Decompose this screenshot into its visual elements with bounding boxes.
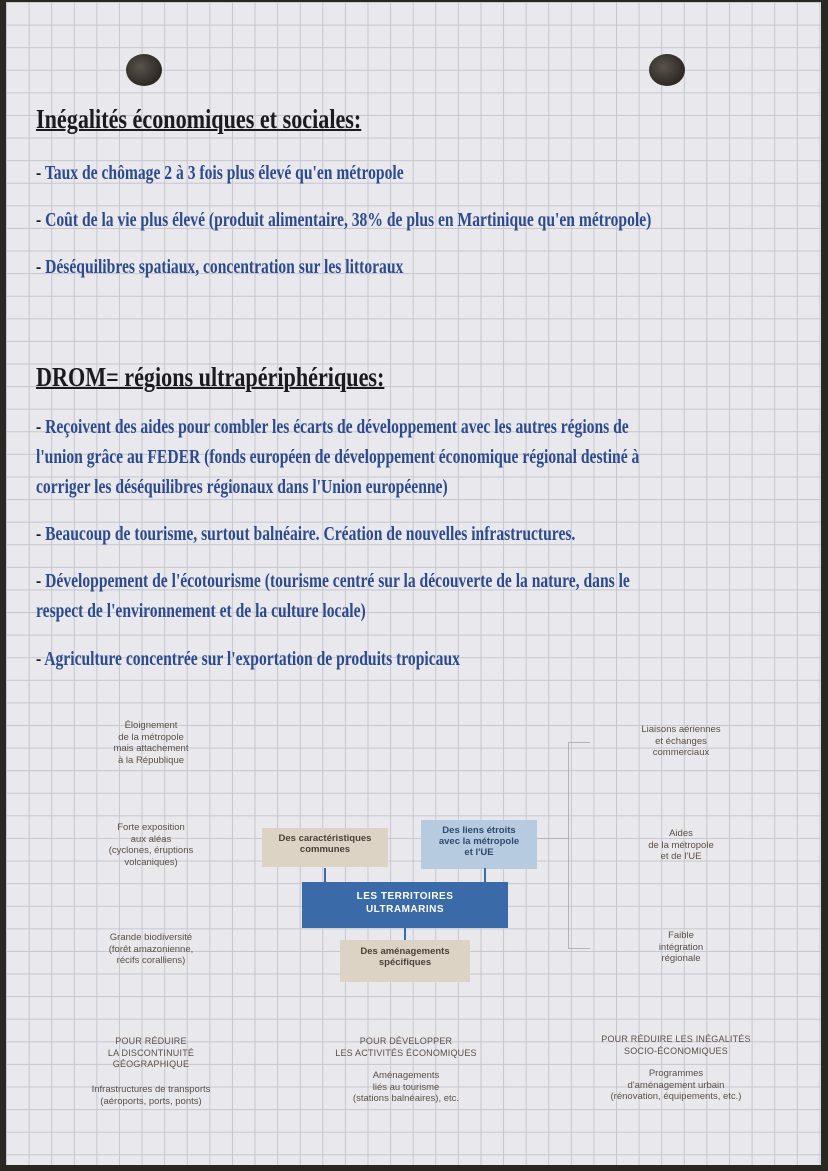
box-close-links: Des liens étroits avec la métropole et l'UE bbox=[421, 820, 537, 869]
bullet-dash: - bbox=[36, 416, 46, 438]
trait-remoteness: Éloignement de la métropole mais attachement à la République bbox=[113, 720, 189, 766]
link-air-trade: Liaisons aériennes et échanges commerciaux bbox=[641, 724, 721, 758]
bullet-dash: - bbox=[36, 256, 46, 278]
ultramarine-territories-diagram bbox=[6, 2, 821, 1165]
bracket-line bbox=[568, 742, 569, 948]
bullet-text: Reçoivent des aides pour combler les écarts de développement avec les autres régions de bbox=[45, 416, 629, 438]
trait-hazard-exposure: Forte exposition aux aléas (cyclones, éruptions volcaniques) bbox=[108, 822, 194, 868]
bullet-aid-line3: corriger les déséquilibres régionaux dans l'Union européenne) bbox=[36, 476, 448, 498]
bracket-link bbox=[536, 838, 568, 839]
notebook-page bbox=[6, 2, 821, 1165]
bullet-dash: - bbox=[36, 209, 46, 231]
bullet-dash: - bbox=[36, 648, 45, 670]
connector-down bbox=[404, 928, 406, 940]
bracket-top bbox=[568, 742, 590, 743]
bullet-text: Agriculture concentrée sur l'exportation de produits tropicaux bbox=[44, 648, 460, 670]
bullet-ecotourism-line2: respect de l'environnement et de la culture locale) bbox=[36, 600, 366, 622]
bullet-text: Taux de chômage 2 à 3 fois plus élevé qu'en métropole bbox=[44, 162, 404, 184]
bullet-aid-line2: l'union grâce au FEDER (fonds européen de développement économique régional destiné à bbox=[36, 446, 640, 468]
bracket-bottom bbox=[568, 948, 590, 949]
bullet-text: Coût de la vie plus élevé (produit alimentaire, 38% de plus en Martinique qu'en métropole) bbox=[45, 209, 652, 231]
goal-urban-programmes: Programmes d'aménagement urbain (rénovation, équipements, etc.) bbox=[610, 1068, 742, 1102]
goal-develop-economy: POUR DÉVELOPPER LES ACTIVITÉS ÉCONOMIQUES bbox=[335, 1036, 477, 1058]
box-common-characteristics: Des caractéristiques communes bbox=[262, 828, 388, 867]
goal-reduce-discontinuity: POUR RÉDUIRE LA DISCONTINUITÉ GÉOGRAPHIQUE bbox=[107, 1036, 195, 1069]
link-aid: Aides de la métropole et de l'UE bbox=[648, 828, 714, 862]
bullet-text: Développement de l'écotourisme (tourisme centré sur la découverte de la nature, dans le bbox=[45, 570, 630, 592]
bullet-dash: - bbox=[36, 570, 46, 592]
box-specific-developments: Des aménagements spécifiques bbox=[340, 940, 470, 982]
bullet-text: Déséquilibres spatiaux, concentration sur les littoraux bbox=[45, 256, 404, 278]
connector-right bbox=[484, 868, 486, 882]
bullet-dash: - bbox=[36, 523, 46, 545]
box-territories-title: LES TERRITOIRES ULTRAMARINS bbox=[302, 882, 508, 928]
goal-tourism-facilities: Aménagements liés au tourisme (stations balnéaires), etc. bbox=[352, 1070, 460, 1104]
connector-left bbox=[324, 868, 326, 882]
bullet-text: Beaucoup de tourisme, surtout balnéaire. Création de nouvelles infrastructures. bbox=[45, 523, 576, 545]
goal-transport-infrastructure: Infrastructures de transports (aéroports, ports, ponts) bbox=[91, 1084, 211, 1107]
section-title-inequalities: Inégalités économiques et sociales: bbox=[36, 104, 362, 134]
goal-reduce-inequalities: POUR RÉDUIRE LES INÉGALITÉS SOCIO-ÉCONOMIQUES bbox=[601, 1034, 751, 1056]
trait-biodiversity: Grande biodiversité (forêt amazonienne, récifs coralliens) bbox=[108, 932, 194, 966]
section-title-drom: DROM= régions ultrapériphériques: bbox=[36, 362, 385, 392]
link-weak-integration: Faible intégration régionale bbox=[658, 930, 704, 964]
bullet-dash: - bbox=[36, 162, 45, 184]
